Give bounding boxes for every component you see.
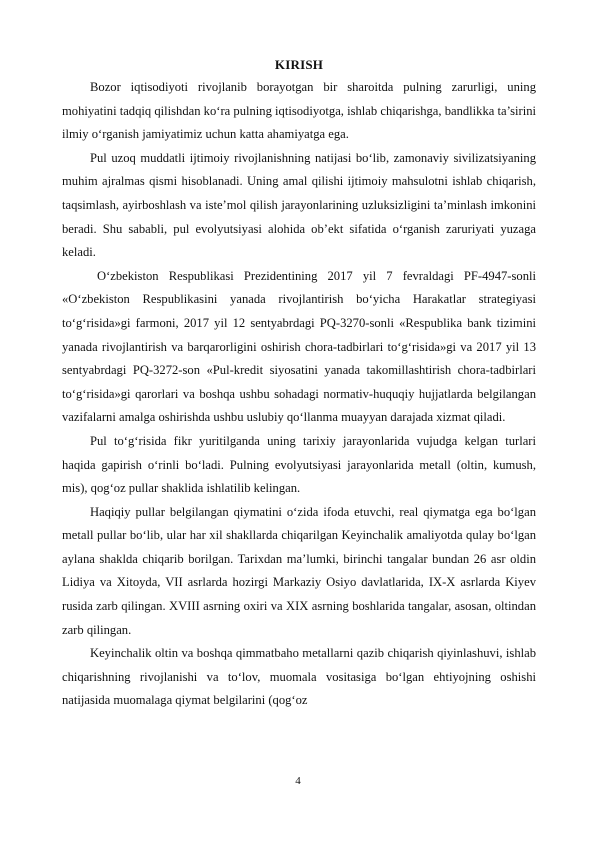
paragraph-6: Keyinchalik oltin va boshqa qimmatbaho metallarni qazib chiqarish qiyinlashuvi, ishlab chiqarishning rivojlanishi va to‘lov, muomala vositasiga bo‘lgan ehtiyojning oshishi natijasida muomalaga qiymat belgilarini (qog‘oz bbox=[62, 646, 536, 708]
paragraph-4: Pul to‘g‘risida fikr yuritilganda uning tarixiy jarayonlarida vujudga kelgan turlari haqida gapirish o‘rinli bo‘ladi. Pulning evolyutsiyasi jarayonlarida metall (oltin, kumush, mis), qog‘oz pullar shaklida ishlatilib kelingan. bbox=[62, 433, 536, 496]
paragraph-1: Bozor iqtisodiyoti rivojlanib borayotgan bir sharoitda pulning zarurligi, uning mohiyatini tadqiq qilishdan ko‘ra pulning iqtisodiyotga, ishlab chiqarishga, bandlikka ta’sirini ilmiy o‘rganish jamiyatimiz uchun katta ahamiyatga ega. bbox=[62, 80, 536, 142]
paragraph-2: Pul uzoq muddatli ijtimoiy rivojlanishning natijasi bo‘lib, zamonaviy sivilizatsiyaning muhim ajralmas qismi hisoblanadi. Uning amal qilishi ijtimoiy mahsulotni ishlab chiqarish, taqsimlash, ayirboshlash va iste’mol qilish jarayonlarining uzluksizligini ta’minlash imkonini beradi. Shu sababli, pul evolyutsiyasi alohida ob’ekt sifatida o‘rganish zaruriyati yuzaga keladi. bbox=[62, 150, 536, 260]
paragraph-3: O‘zbekiston Respublikasi Prezidentining 2017 yil 7 fevraldagi PF-4947-sonli «O‘zbekiston Respublikasini yanada rivojlantirish bo‘yicha Harakatlar strategiyasi to‘g‘risida»gi farmoni, 2017 yil 12 sentyabrdagi PQ-3270-sonli «Respublika bank tizimini yanada rivojlantirish va barqarorligini oshirish chora-tadbirlari to‘g‘risida»gi va 2017 yil 13 sentyabrdagi PQ-3272-son «Pul-kredit siyosatini yanada takomillashtirish chora-tadbirlari to‘g‘risida»gi qarorlari va boshqa ushbu sohadagi normativ-huquqiy hujjatlarda belgilangan vazifalarni amalga oshirishda ushbu uslubiy qo‘llanma muayyan darajada xizmat qiladi. bbox=[62, 268, 536, 425]
paragraph-5: Haqiqiy pullar belgilangan qiymatini o‘zida ifoda etuvchi, real qiymatga ega bo‘lgan metall pullar bo‘lib, ular har xil shakllarda chiqarilgan Keyinchalik amaliyotda qulay bo‘lgan aylana shaklda chiqarib borilgan. Tarixdan ma’lumki, birinchi tangalar bundan 26 asr oldin Lidiya va Xitoyda, VII asrlarda hozirgi Markaziy Osiyo davlatlarida, IX-X asrlarda Kiyev rusida zarb qilingan. XVIII asrning oxiri va XIX asrning boshlarida tangalar, asosan, oltindan zarb qilingan. bbox=[62, 504, 536, 637]
document-page bbox=[62, 56, 536, 713]
section-title: KIRISH bbox=[274, 57, 324, 72]
page-number: 4 bbox=[295, 775, 301, 787]
